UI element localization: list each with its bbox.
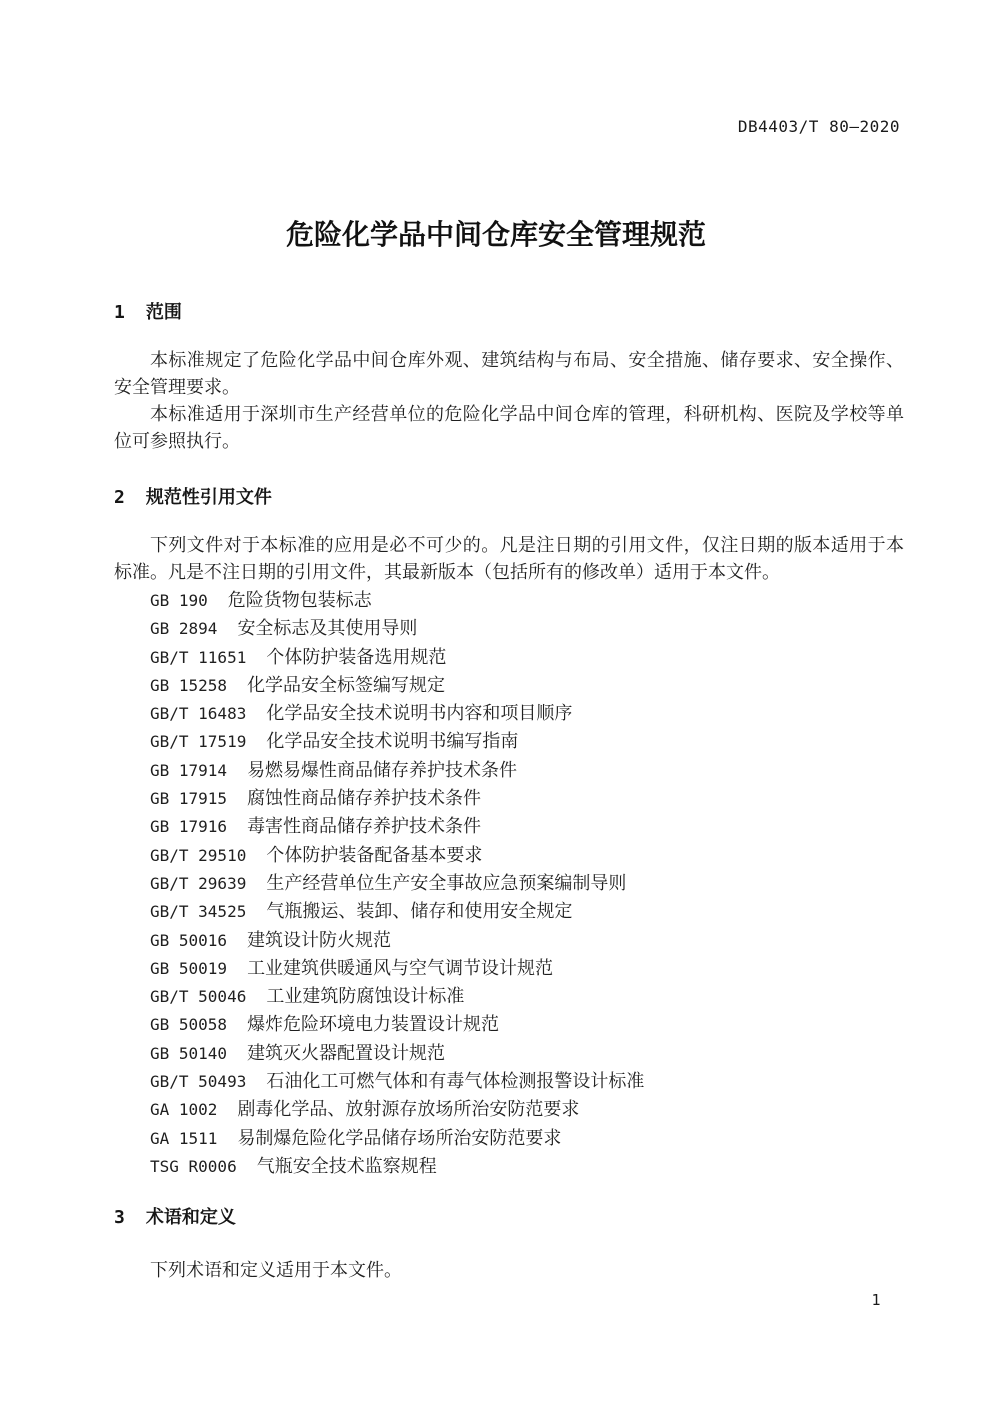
section-2-title: 规范性引用文件 (145, 487, 272, 507)
reference-title: 毒害性商品储存养护技术条件 (247, 816, 482, 837)
reference-item (150, 756, 644, 784)
reference-title: 气瓶安全技术监察规程 (256, 1155, 437, 1176)
reference-item (150, 614, 644, 642)
reference-code: GB 50058 (150, 1015, 228, 1035)
section-1-number: 1 (114, 302, 125, 323)
reference-title: 化学品安全技术说明书编写指南 (266, 731, 519, 752)
reference-title: 易制爆危险化学品储存场所治安防范要求 (237, 1127, 562, 1148)
paragraph: 本标准规定了危险化学品中间仓库外观、建筑结构与布局、安全措施、储存要求、安全操作、安全管理要求。 (114, 350, 904, 397)
reference-title: 工业建筑防腐蚀设计标准 (266, 986, 465, 1007)
reference-title: 剧毒化学品、放射源存放场所治安防范要求 (237, 1099, 580, 1120)
reference-item (150, 812, 644, 840)
reference-title: 爆炸危险环境电力装置设计规范 (247, 1014, 500, 1035)
document-standard-code: DB4403/T 80—2020 (737, 117, 900, 136)
section-3-body (114, 1257, 904, 1284)
section-3-title: 术语和定义 (145, 1207, 236, 1227)
reference-item (150, 1039, 644, 1067)
section-2-number: 2 (114, 487, 125, 508)
reference-code: GB/T 11651 (150, 647, 247, 667)
reference-item (150, 841, 644, 869)
reference-code: GB 190 (150, 591, 208, 610)
section-1-title: 范围 (145, 302, 182, 322)
reference-item (150, 586, 644, 614)
paragraph: 本标准适用于深圳市生产经营单位的危险化学品中间仓库的管理，科研机构、医院及学校等单位可参照执行。 (114, 404, 904, 451)
reference-title: 气瓶搬运、装卸、储存和使用安全规定 (266, 901, 573, 922)
reference-code: GB 2894 (150, 619, 218, 639)
reference-item (150, 982, 644, 1010)
section-1-body (114, 347, 904, 455)
reference-title: 建筑灭火器配置设计规范 (247, 1042, 446, 1063)
reference-code: GB 17915 (150, 789, 228, 809)
normative-references-list (150, 586, 644, 1180)
reference-item (150, 643, 644, 671)
reference-title: 危险货物包装标志 (227, 590, 372, 610)
reference-item (150, 1124, 644, 1152)
section-3-number: 3 (114, 1207, 125, 1228)
reference-item (150, 1010, 644, 1038)
reference-title: 工业建筑供暖通风与空气调节设计规范 (247, 957, 554, 978)
reference-item (150, 671, 644, 699)
reference-item (150, 869, 644, 897)
reference-code: GB 17916 (150, 817, 228, 837)
document-title: 危险化学品中间仓库安全管理规范 (285, 219, 706, 250)
reference-code: GB 50016 (150, 930, 228, 950)
reference-code: GB/T 50046 (150, 987, 247, 1007)
reference-code: GA 1002 (150, 1100, 218, 1120)
reference-title: 易燃易爆性商品储存养护技术条件 (247, 759, 518, 780)
reference-item (150, 784, 644, 812)
reference-item (150, 954, 644, 982)
reference-item (150, 727, 644, 755)
reference-item (150, 699, 644, 727)
reference-item (150, 1095, 644, 1123)
reference-item (150, 897, 644, 925)
reference-code: GB 50019 (150, 958, 228, 978)
reference-item (150, 1152, 644, 1180)
reference-title: 安全标志及其使用导则 (237, 618, 418, 639)
section-3-heading (114, 1203, 236, 1229)
section-2-intro (114, 532, 904, 586)
reference-code: GB/T 16483 (150, 704, 247, 724)
paragraph: 下列术语和定义适用于本文件。 (150, 1260, 402, 1280)
reference-title: 生产经营单位生产安全事故应急预案编制导则 (266, 872, 627, 893)
section-2-heading (114, 483, 272, 509)
reference-code: TSG R0006 (150, 1156, 237, 1176)
reference-title: 腐蚀性商品储存养护技术条件 (247, 788, 482, 809)
reference-item (150, 926, 644, 954)
reference-code: GB 15258 (150, 675, 228, 695)
reference-title: 化学品安全技术说明书内容和项目顺序 (266, 703, 573, 724)
paragraph: 下列文件对于本标准的应用是必不可少的。凡是注日期的引用文件，仅注日期的版本适用于本标准。凡是不注日期的引用文件，其最新版本（包括所有的修改单）适用于本文件。 (114, 535, 904, 582)
reference-code: GB 17914 (150, 760, 228, 780)
reference-code: GB/T 29510 (150, 845, 247, 865)
reference-code: GB/T 34525 (150, 902, 247, 922)
reference-code: GA 1511 (150, 1128, 218, 1148)
reference-item (150, 1067, 644, 1095)
reference-title: 化学品安全标签编写规定 (247, 674, 446, 695)
section-1-heading (114, 298, 182, 324)
reference-code: GB/T 50493 (150, 1072, 247, 1092)
reference-code: GB/T 29639 (150, 873, 247, 893)
reference-code: GB 50140 (150, 1043, 228, 1063)
reference-title: 建筑设计防火规范 (247, 929, 392, 950)
reference-title: 个体防护装备配备基本要求 (266, 844, 483, 865)
reference-code: GB/T 17519 (150, 732, 247, 752)
reference-title: 个体防护装备选用规范 (266, 646, 447, 667)
reference-title: 石油化工可燃气体和有毒气体检测报警设计标准 (266, 1071, 645, 1092)
page-number: 1 (871, 1291, 881, 1309)
